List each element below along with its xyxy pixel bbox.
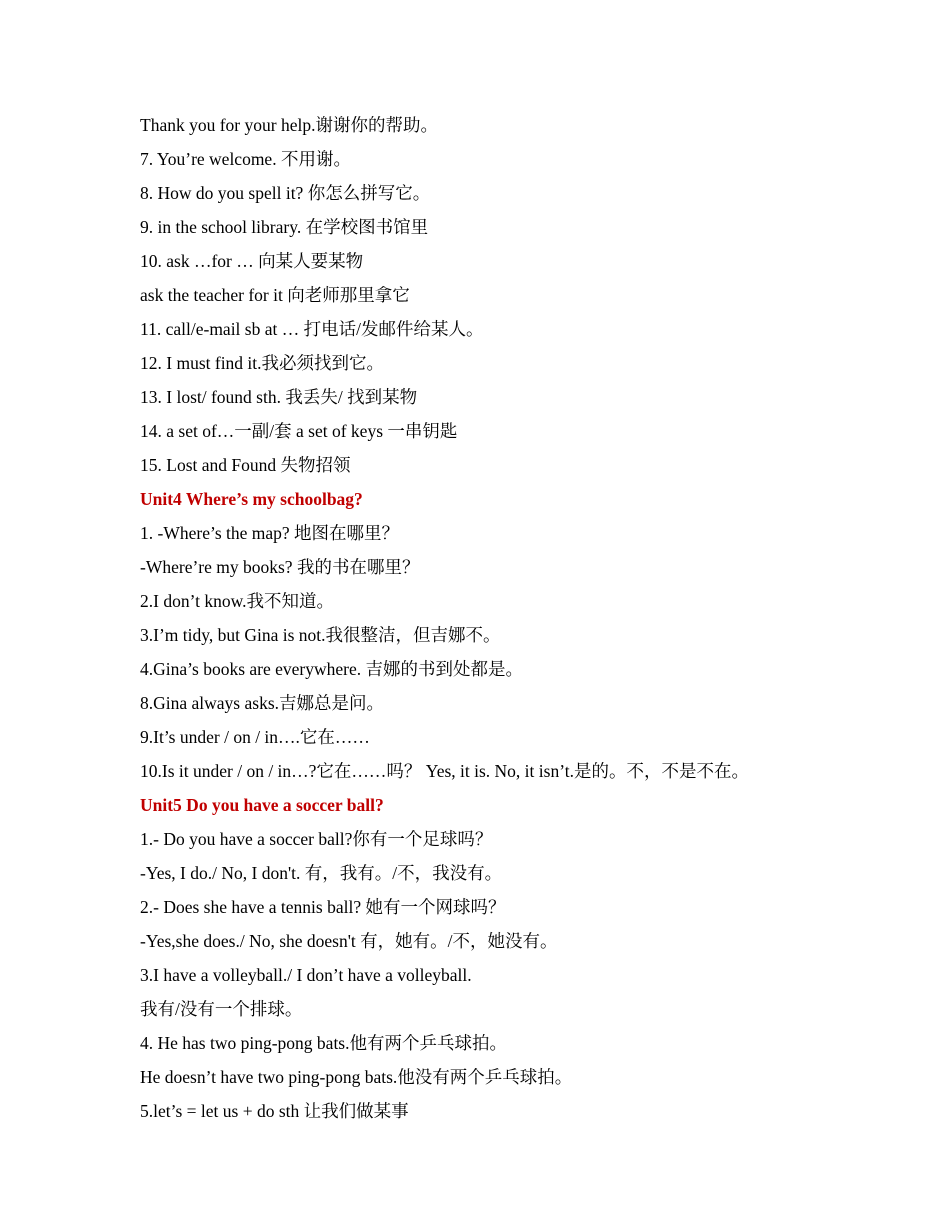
text-line: 2.- Does she have a tennis ball? 她有一个网球吗？ xyxy=(140,897,506,917)
text-line: 4.Gina’s books are everywhere. 吉娜的书到处都是。 xyxy=(140,659,523,679)
text-line: -Yes, I do./ No, I don't. 有，我有。/不，我没有。 xyxy=(140,863,503,883)
text-line: 3.I have a volleyball./ I don’t have a volleyball. xyxy=(140,965,472,985)
text-line: 2.I don’t know.我不知道。 xyxy=(140,591,334,611)
text-line: 3.I’m tidy, but Gina is not.我很整洁，但吉娜不。 xyxy=(140,625,501,645)
text-line: 10.Is it under / on / in…?它在……吗？ Yes, it is. No, it isn’t.是的。不，不是不在。 xyxy=(140,761,749,781)
text-line: 1. -Where’s the map? 地图在哪里？ xyxy=(140,523,400,543)
text-line: 4. He has two ping-pong bats.他有两个乒乓球拍。 xyxy=(140,1033,507,1053)
text-line: 14. a set of…一副/套 a set of keys 一串钥匙 xyxy=(140,421,458,441)
text-line: 5.let’s = let us + do sth 让我们做某事 xyxy=(140,1101,409,1121)
text-line: He doesn’t have two ping-pong bats.他没有两个乒乓球拍。 xyxy=(140,1067,573,1087)
document-body xyxy=(140,110,900,1130)
text-line: -Where’re my books? 我的书在哪里？ xyxy=(140,557,420,577)
text-line: 7. You’re welcome. 不用谢。 xyxy=(140,149,351,169)
text-line: Thank you for your help.谢谢你的帮助。 xyxy=(140,115,438,135)
text-line: 11. call/e-mail sb at … 打电话/发邮件给某人。 xyxy=(140,319,484,339)
text-line: -Yes,she does./ No, she doesn't 有，她有。/不，她没有。 xyxy=(140,931,558,951)
text-line: 8.Gina always asks.吉娜总是问。 xyxy=(140,693,384,713)
text-line: 15. Lost and Found 失物招领 xyxy=(140,455,351,475)
unit-heading: Unit5 Do you have a soccer ball? xyxy=(140,795,384,815)
text-line: 8. How do you spell it? 你怎么拼写它。 xyxy=(140,183,431,203)
text-line: 12. I must find it.我必须找到它。 xyxy=(140,353,385,373)
text-line: ask the teacher for it 向老师那里拿它 xyxy=(140,285,410,305)
text-line: 10. ask …for … 向某人要某物 xyxy=(140,251,364,271)
text-line: 13. I lost/ found sth. 我丢失/ 找到某物 xyxy=(140,387,418,407)
text-line: 9. in the school library. 在学校图书馆里 xyxy=(140,217,429,237)
unit-heading: Unit4 Where’s my schoolbag? xyxy=(140,489,363,509)
text-line: 我有/没有一个排球。 xyxy=(140,999,303,1019)
text-line: 9.It’s under / on / in….它在…… xyxy=(140,727,370,747)
text-line: 1.- Do you have a soccer ball?你有一个足球吗？ xyxy=(140,829,493,849)
